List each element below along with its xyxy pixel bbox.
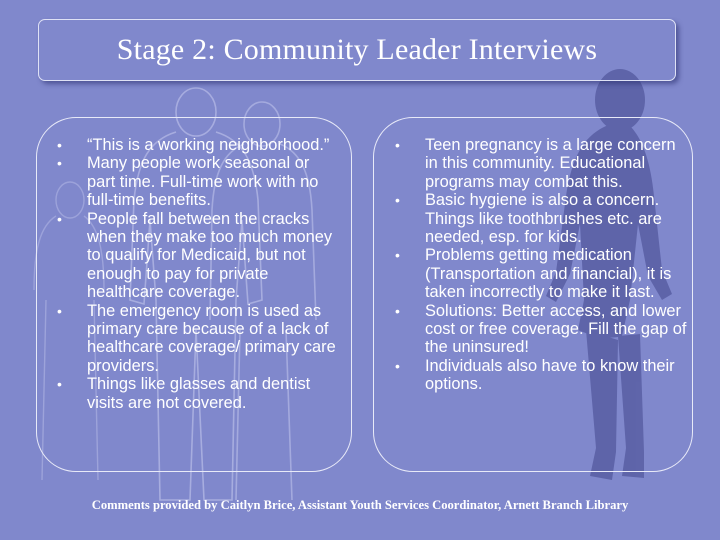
bullet-icon: •: [57, 302, 62, 319]
bullet-text: People fall between the cracks when they make too much money to qualify for Medicaid, but not enough to pay for private healthcare coverage.: [87, 209, 333, 302]
bullet-icon: •: [57, 376, 62, 393]
slide-title: Stage 2: Community Leader Interviews: [116, 33, 598, 66]
bullet-text: Basic hygiene is also a concern. Things like toothbrushes etc. are needed, esp. for kids.: [425, 191, 662, 247]
right-bullet-list: [395, 136, 690, 394]
bullet-text: Many people work seasonal or part time. Full-time work with no full-time benefits.: [87, 154, 319, 210]
left-bullet-2: [57, 154, 342, 209]
bullet-text: Teen pregnancy is a large concern in this community. Educational programs may combat this.: [425, 136, 676, 191]
footer-credit: Comments provided by Caitlyn Brice, Assistant Youth Services Coordinator, Arnett Branch Library: [91, 498, 629, 512]
title-box: [38, 19, 676, 81]
bullet-text: Things like glasses and dentist visits are not covered.: [87, 375, 311, 412]
left-bullet-4: [57, 302, 342, 376]
left-bullet-5: [57, 375, 342, 412]
left-bullet-list: [57, 136, 342, 412]
bullet-text: Solutions: Better access, and lower cost or free coverage. Fill the gap of the uninsured!: [425, 301, 687, 357]
bullet-text: The emergency room is used as primary care because of a lack of healthcare coverage/ primary care providers.: [87, 301, 336, 375]
bullet-icon: •: [395, 192, 400, 209]
bullet-icon: •: [395, 302, 400, 319]
right-bullet-3: [395, 246, 690, 301]
right-bullet-4: [395, 302, 690, 357]
bullet-icon: •: [395, 247, 400, 264]
bullet-icon: •: [57, 210, 62, 227]
right-bullet-2: [395, 191, 690, 246]
bullet-icon: •: [395, 357, 400, 374]
left-bullet-3: [57, 210, 342, 302]
bullet-text: “This is a working neighborhood.”: [87, 136, 330, 154]
bullet-text: Individuals also have to know their options.: [425, 356, 675, 394]
right-bullet-1: [395, 136, 690, 191]
bullet-text: Problems getting medication (Transportation and financial), it is taken incorrectly to make it last.: [425, 246, 672, 302]
left-bullet-1: [57, 136, 342, 154]
bullet-icon: •: [395, 137, 400, 153]
right-bullet-5: [395, 357, 690, 394]
bullet-icon: •: [57, 137, 62, 153]
bullet-icon: •: [57, 155, 62, 172]
